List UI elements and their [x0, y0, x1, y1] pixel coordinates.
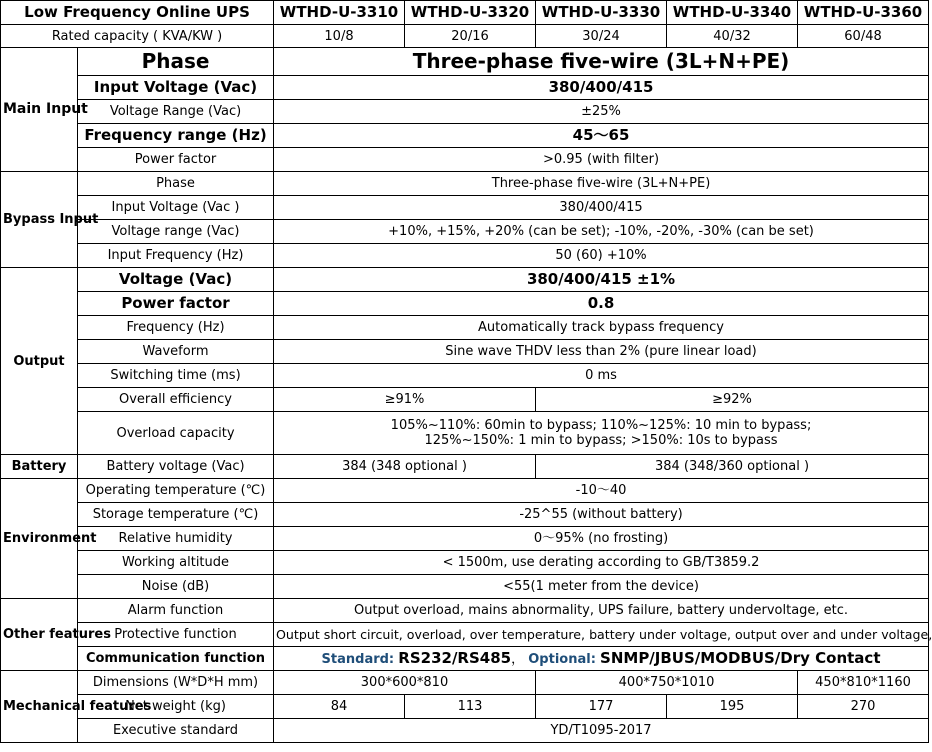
battery-voltage-b: 384 (348/360 optional ) [536, 455, 929, 479]
other-protect-label: Protective function [78, 623, 274, 647]
mech-dim-row [1, 671, 929, 695]
output-eff-value-b: ≥92% [536, 388, 929, 412]
group-other-features: Other features [1, 599, 78, 671]
main-freq-label: Frequency range (Hz) [78, 124, 274, 148]
output-wave-value: Sine wave THDV less than 2% (pure linear load) [274, 340, 929, 364]
env-op-temp-value: -10～40 [274, 479, 929, 503]
main-phase-value: Three-phase five-wire (3L+N+PE) [274, 48, 929, 76]
mech-dim-b: 400*750*1010 [536, 671, 798, 695]
capacity-3320: 20/16 [405, 25, 536, 48]
overload-line-1: 105%~110%: 60min to bypass; 110%~125%: 10 min to bypass; [390, 418, 812, 433]
main-range-value: ±25% [274, 100, 929, 124]
other-alarm-label: Alarm function [78, 599, 274, 623]
weight-3340: 195 [667, 695, 798, 719]
mech-dim-c: 450*810*1160 [798, 671, 929, 695]
output-voltage-row [1, 268, 929, 292]
env-noise-value: <55(1 meter from the device) [274, 575, 929, 599]
table-title: Low Frequency Online UPS [1, 1, 274, 25]
group-mechanical-features: Mechanical features [1, 671, 78, 743]
other-comm-label: Communication function [78, 647, 274, 671]
env-altitude-row [1, 551, 929, 575]
env-altitude-label: Working altitude [78, 551, 274, 575]
main-phase-label: Phase [78, 48, 274, 76]
main-pf-value: >0.95 (with filter) [274, 148, 929, 172]
other-protect-value: Output short circuit, overload, over temperature, battery under voltage, output over and under voltage, [274, 623, 929, 647]
output-switch-label: Switching time (ms) [78, 364, 274, 388]
capacity-3360: 60/48 [798, 25, 929, 48]
mech-std-label: Executive standard [78, 719, 274, 743]
main-voltage-value: 380/400/415 [274, 76, 929, 100]
bypass-phase-row [1, 172, 929, 196]
other-alarm-row [1, 599, 929, 623]
main-pf-label: Power factor [78, 148, 274, 172]
env-humidity-label: Relative humidity [78, 527, 274, 551]
bypass-freq-label: Input Frequency (Hz) [78, 244, 274, 268]
mech-weight-row [1, 695, 929, 719]
mech-dim-label: Dimensions (W*D*H mm) [78, 671, 274, 695]
group-main-input: Main Input [1, 48, 78, 172]
output-freq-row [1, 316, 929, 340]
capacity-3340: 40/32 [667, 25, 798, 48]
group-environment: Environment [1, 479, 78, 599]
main-range-label: Voltage Range (Vac) [78, 100, 274, 124]
bypass-phase-label: Phase [78, 172, 274, 196]
output-pf-row [1, 292, 929, 316]
model-3340: WTHD-U-3340 [667, 1, 798, 25]
main-input-pf-row [1, 148, 929, 172]
env-op-temp-row [1, 479, 929, 503]
comm-optional-label: Optional: [528, 651, 596, 667]
output-switch-value: 0 ms [274, 364, 929, 388]
bypass-voltage-label: Input Voltage (Vac ) [78, 196, 274, 220]
main-input-freq-row [1, 124, 929, 148]
mech-weight-label: Net weight (kg) [78, 695, 274, 719]
bypass-freq-row [1, 244, 929, 268]
group-output: Output [1, 268, 78, 455]
bypass-voltage-row [1, 196, 929, 220]
output-pf-label: Power factor [78, 292, 274, 316]
comm-standard-label: Standard: [321, 651, 395, 667]
output-freq-label: Frequency (Hz) [78, 316, 274, 340]
other-alarm-value: Output overload, mains abnormality, UPS failure, battery undervoltage, etc. [274, 599, 929, 623]
capacity-row [1, 25, 929, 48]
bypass-range-label: Voltage range (Vac) [78, 220, 274, 244]
env-altitude-value: < 1500m, use derating according to GB/T3859.2 [274, 551, 929, 575]
env-humidity-value: 0～95% (no frosting) [274, 527, 929, 551]
env-humidity-row [1, 527, 929, 551]
output-overload-row [1, 412, 929, 455]
env-op-temp-label: Operating temperature (℃) [78, 479, 274, 503]
weight-3330: 177 [536, 695, 667, 719]
comm-separator: ， [511, 651, 525, 667]
bypass-freq-value: 50 (60) +10% [274, 244, 929, 268]
group-bypass-input: Bypass Input [1, 172, 78, 268]
main-input-phase-row [1, 48, 929, 76]
capacity-label: Rated capacity ( KVA/KW ) [1, 25, 274, 48]
mech-dim-a: 300*600*810 [274, 671, 536, 695]
main-freq-value: 45～65 [274, 124, 929, 148]
weight-3320: 113 [405, 695, 536, 719]
bypass-voltage-value: 380/400/415 [274, 196, 929, 220]
output-eff-row [1, 388, 929, 412]
model-3360: WTHD-U-3360 [798, 1, 929, 25]
env-st-temp-label: Storage temperature (℃) [78, 503, 274, 527]
battery-row [1, 455, 929, 479]
model-3320: WTHD-U-3320 [405, 1, 536, 25]
mech-std-value: YD/T1095-2017 [274, 719, 929, 743]
output-switch-row [1, 364, 929, 388]
env-noise-label: Noise (dB) [78, 575, 274, 599]
env-noise-row [1, 575, 929, 599]
weight-3310: 84 [274, 695, 405, 719]
overload-line-2: 125%~150%: 1 min to bypass; >150%: 10s to bypass [424, 433, 778, 448]
capacity-3310: 10/8 [274, 25, 405, 48]
bypass-range-row [1, 220, 929, 244]
bypass-phase-value: Three-phase five-wire (3L+N+PE) [274, 172, 929, 196]
output-voltage-label: Voltage (Vac) [78, 268, 274, 292]
mech-std-row [1, 719, 929, 743]
group-battery: Battery [1, 455, 78, 479]
capacity-3330: 30/24 [536, 25, 667, 48]
comm-optional-value: SNMP/JBUS/MODBUS/Dry Contact [600, 648, 881, 667]
output-wave-label: Waveform [78, 340, 274, 364]
battery-voltage-a: 384 (348 optional ) [274, 455, 536, 479]
output-wave-row [1, 340, 929, 364]
env-st-temp-value: -25^55 (without battery) [274, 503, 929, 527]
output-eff-value-a: ≥91% [274, 388, 536, 412]
env-st-temp-row [1, 503, 929, 527]
bypass-range-value: +10%, +15%, +20% (can be set); -10%, -20%, -30% (can be set) [274, 220, 929, 244]
main-voltage-label: Input Voltage (Vac) [78, 76, 274, 100]
output-overload-label: Overload capacity [78, 412, 274, 455]
main-input-voltage-row [1, 76, 929, 100]
output-overload-value [274, 412, 929, 455]
output-pf-value: 0.8 [274, 292, 929, 316]
battery-voltage-label: Battery voltage (Vac) [78, 455, 274, 479]
header-row [1, 1, 929, 25]
output-voltage-value: 380/400/415 ±1% [274, 268, 929, 292]
weight-3360: 270 [798, 695, 929, 719]
other-comm-row [1, 647, 929, 671]
output-eff-label: Overall efficiency [78, 388, 274, 412]
model-3310: WTHD-U-3310 [274, 1, 405, 25]
other-comm-value [274, 647, 929, 671]
comm-standard-value: RS232/RS485 [398, 648, 512, 667]
other-protect-row [1, 623, 929, 647]
output-freq-value: Automatically track bypass frequency [274, 316, 929, 340]
model-3330: WTHD-U-3330 [536, 1, 667, 25]
main-input-range-row [1, 100, 929, 124]
